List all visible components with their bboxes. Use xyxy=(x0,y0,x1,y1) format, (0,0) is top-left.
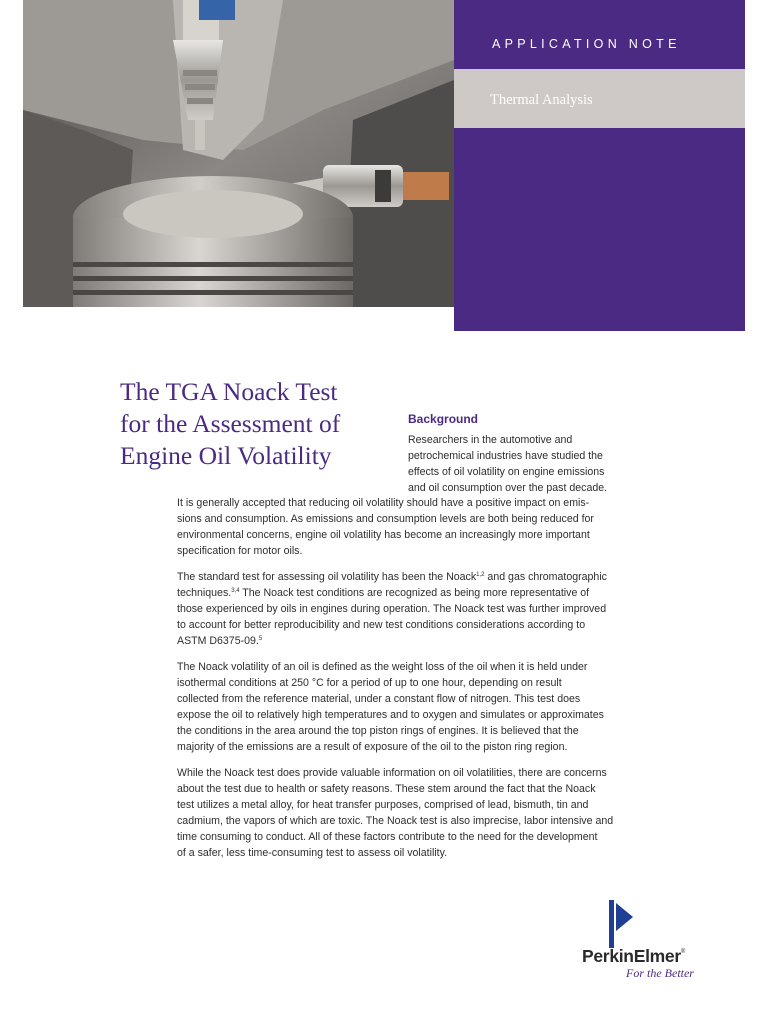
paragraph-4 xyxy=(177,765,617,861)
company-name: PerkinElmer xyxy=(582,946,681,966)
text-line: effects of oil volatility on engine emissions xyxy=(408,466,605,478)
text-line xyxy=(177,633,617,649)
subject-label: Thermal Analysis xyxy=(490,92,593,108)
hero-engine-image xyxy=(23,0,454,307)
text-line: to account for better reproducibility and new test conditions considerations according to xyxy=(177,619,586,631)
title-line: Engine Oil Volatility xyxy=(120,441,332,470)
text-run: and gas chromatographic xyxy=(484,571,607,583)
text-line: the conditions in the area around the top piston rings of engines. It is believed that the xyxy=(177,725,579,737)
text-line: about the test due to health or safety reasons. These stem around the fact that the Noack xyxy=(177,783,596,795)
text-line: those experienced by oils in engines during operation. The Noack test was further improved xyxy=(177,603,607,615)
text-run: The standard test for assessing oil volatility has been the Noack xyxy=(177,571,477,583)
text-run: ASTM D6375-09. xyxy=(177,635,259,647)
text-line: time consuming to conduct. All of these factors contribute to the need for the development xyxy=(177,831,598,843)
company-tagline: For the Better xyxy=(626,966,694,980)
text-line: isothermal conditions at 250 °C for a period of up to one hour, depending on result xyxy=(177,677,562,689)
text-line: environmental concerns, engine oil volatility has become an increasingly more important xyxy=(177,529,590,541)
text-line: petrochemical industries have studied the xyxy=(408,450,603,462)
text-line: sions and consumption. As emissions and consumption levels are both being reduced for xyxy=(177,513,594,525)
text-run: The Noack test conditions are recognized as being more representative of xyxy=(239,587,590,599)
header-band-bottom xyxy=(454,128,745,331)
text-line: and oil consumption over the past decade. xyxy=(408,482,608,494)
header-band-subject xyxy=(454,69,745,128)
text-line: of a safer, less time-consuming test to assess oil volatility. xyxy=(177,847,448,859)
text-line: While the Noack test does provide valuable information on oil volatilities, there are concerns xyxy=(177,767,607,779)
document-type-label: APPLICATION NOTE xyxy=(492,37,681,51)
text-line: specification for motor oils. xyxy=(177,545,303,557)
text-line xyxy=(177,569,617,585)
text-line xyxy=(177,585,617,601)
text-line: collected from the reference material, under a constant flow of nitrogen. This test does xyxy=(177,693,581,705)
text-line: The Noack volatility of an oil is defined as the weight loss of the oil when it is held under xyxy=(177,661,588,673)
text-line: test utilizes a metal alloy, for heat transfer purposes, comprised of lead, bismuth, tin and xyxy=(177,799,589,811)
title-line: for the Assessment of xyxy=(120,409,341,438)
citation-superscript: 5 xyxy=(258,636,263,642)
text-line: It is generally accepted that reducing oil volatility should have a positive impact on emis- xyxy=(177,497,590,509)
citation-superscript: 3,4 xyxy=(231,588,240,594)
citation-superscript: 1,2 xyxy=(476,572,485,578)
document-title xyxy=(120,376,390,472)
paragraph-1 xyxy=(177,495,617,559)
body-text xyxy=(177,495,617,871)
text-line: cadmium, the vapors of which are toxic. The Noack test is also imprecise, labor intensive and xyxy=(177,815,614,827)
title-line: The TGA Noack Test xyxy=(120,377,338,406)
text-line: expose the oil to relatively high temperatures and to oxygen and simulates or approximates xyxy=(177,709,604,721)
section-heading-background: Background xyxy=(408,412,479,426)
company-logo-wordmark xyxy=(582,946,685,967)
header-band-top xyxy=(454,0,745,69)
text-line: Researchers in the automotive and xyxy=(408,434,573,446)
background-intro xyxy=(408,432,638,496)
text-line: majority of the emissions are a result of exposure of the oil to the piston ring region. xyxy=(177,741,568,753)
perkinelmer-p-mark-icon xyxy=(609,900,633,948)
paragraph-2 xyxy=(177,569,617,649)
paragraph-3 xyxy=(177,659,617,755)
text-run: techniques. xyxy=(177,587,232,599)
registered-mark: ® xyxy=(680,949,685,955)
